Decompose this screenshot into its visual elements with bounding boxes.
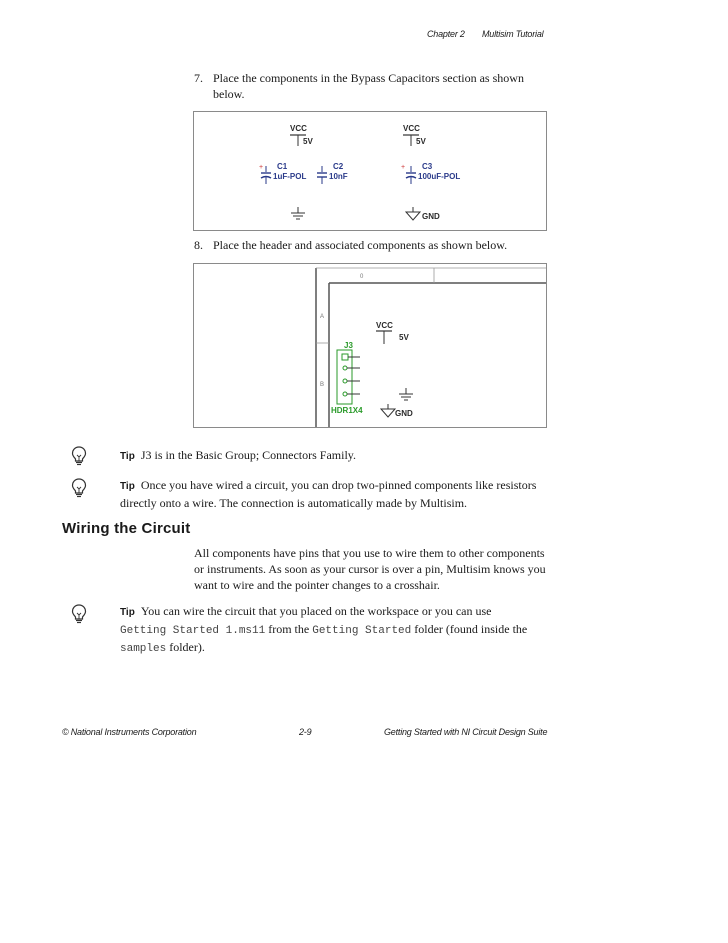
tip-2-text: Once you have wired a circuit, you can drop two-pinned components like resistors directly onto a wire. The connection is automatically made by Multisim. <box>120 478 537 510</box>
vcc-right-label: VCC <box>403 124 420 133</box>
step-7-number: 7. <box>194 71 203 85</box>
c3-name: C3 <box>422 162 433 171</box>
grid-label-top: 0 <box>360 274 364 280</box>
tip-2-label: Tip <box>120 481 135 492</box>
5v-label: 5V <box>399 333 409 342</box>
c2-value: 10nF <box>329 172 348 181</box>
tip-3-text-4: folder). <box>169 640 205 654</box>
tip-3-label: Tip <box>120 607 135 618</box>
bypass-capacitors-figure <box>193 111 547 231</box>
tip-3-text-1: You can wire the circuit that you placed on the workspace or you can use <box>140 604 492 618</box>
j3-label: J3 <box>344 341 353 350</box>
c2-name: C2 <box>333 162 344 171</box>
wiring-paragraph: All components have pins that you use to wire them to other components or instruments. As soon as your cursor is over a pin, Multisim knows you want to wire and the pointer changes to a crosshair. <box>194 546 546 592</box>
header-schematic <box>194 264 546 427</box>
footer-copyright: © National Instruments Corporation <box>62 727 197 737</box>
c1-plus-sign: + <box>259 164 264 171</box>
step-8-text: Place the header and associated components as shown below. <box>213 238 508 252</box>
sample-file-name: Getting Started 1.ms11 <box>120 625 266 637</box>
footer-book-title: Getting Started with NI Circuit Design Suite <box>384 727 548 737</box>
step-8 <box>194 237 554 255</box>
grid-label-a: A <box>320 314 325 320</box>
header-title: Multisim Tutorial <box>482 29 544 39</box>
c3-plus-sign: + <box>401 164 406 171</box>
vcc-left-label: VCC <box>290 124 307 133</box>
section-heading: Wiring the Circuit <box>62 520 191 537</box>
gnd-label-1: GND <box>422 212 440 221</box>
tip-1-label: Tip <box>120 451 135 462</box>
bypass-capacitors-schematic <box>194 112 546 230</box>
tip-2 <box>120 477 540 511</box>
samples-folder-name: samples <box>120 643 167 655</box>
vcc-label: VCC <box>376 321 393 330</box>
header-figure <box>193 263 547 428</box>
sample-folder-name: Getting Started <box>312 625 412 637</box>
header-chapter: Chapter 2 <box>427 29 465 39</box>
step-8-number: 8. <box>194 238 203 252</box>
tip-3-text-2: from the <box>268 622 310 636</box>
c3-value: 100uF-POL <box>418 172 461 181</box>
step-7-text: Place the components in the Bypass Capacitors section as shown below. <box>213 71 524 101</box>
c1-name: C1 <box>277 162 288 171</box>
tip-3-text-3: folder (found inside the <box>414 622 528 636</box>
tip-1 <box>120 447 540 465</box>
grid-label-b: B <box>320 382 325 388</box>
footer-page-number: 2-9 <box>299 727 312 737</box>
lightbulb-icon <box>71 446 87 466</box>
gnd-label-2: GND <box>395 409 413 418</box>
lightbulb-icon <box>71 478 87 498</box>
c1-value: 1uF-POL <box>273 172 307 181</box>
hdr1x4-label: HDR1X4 <box>331 406 363 415</box>
tip-1-text: J3 is in the Basic Group; Connectors Family. <box>140 448 357 462</box>
5v-right-label: 5V <box>416 137 426 146</box>
5v-left-label: 5V <box>303 137 313 146</box>
step-7 <box>194 70 554 104</box>
lightbulb-icon <box>71 604 87 624</box>
tip-3 <box>120 603 530 657</box>
